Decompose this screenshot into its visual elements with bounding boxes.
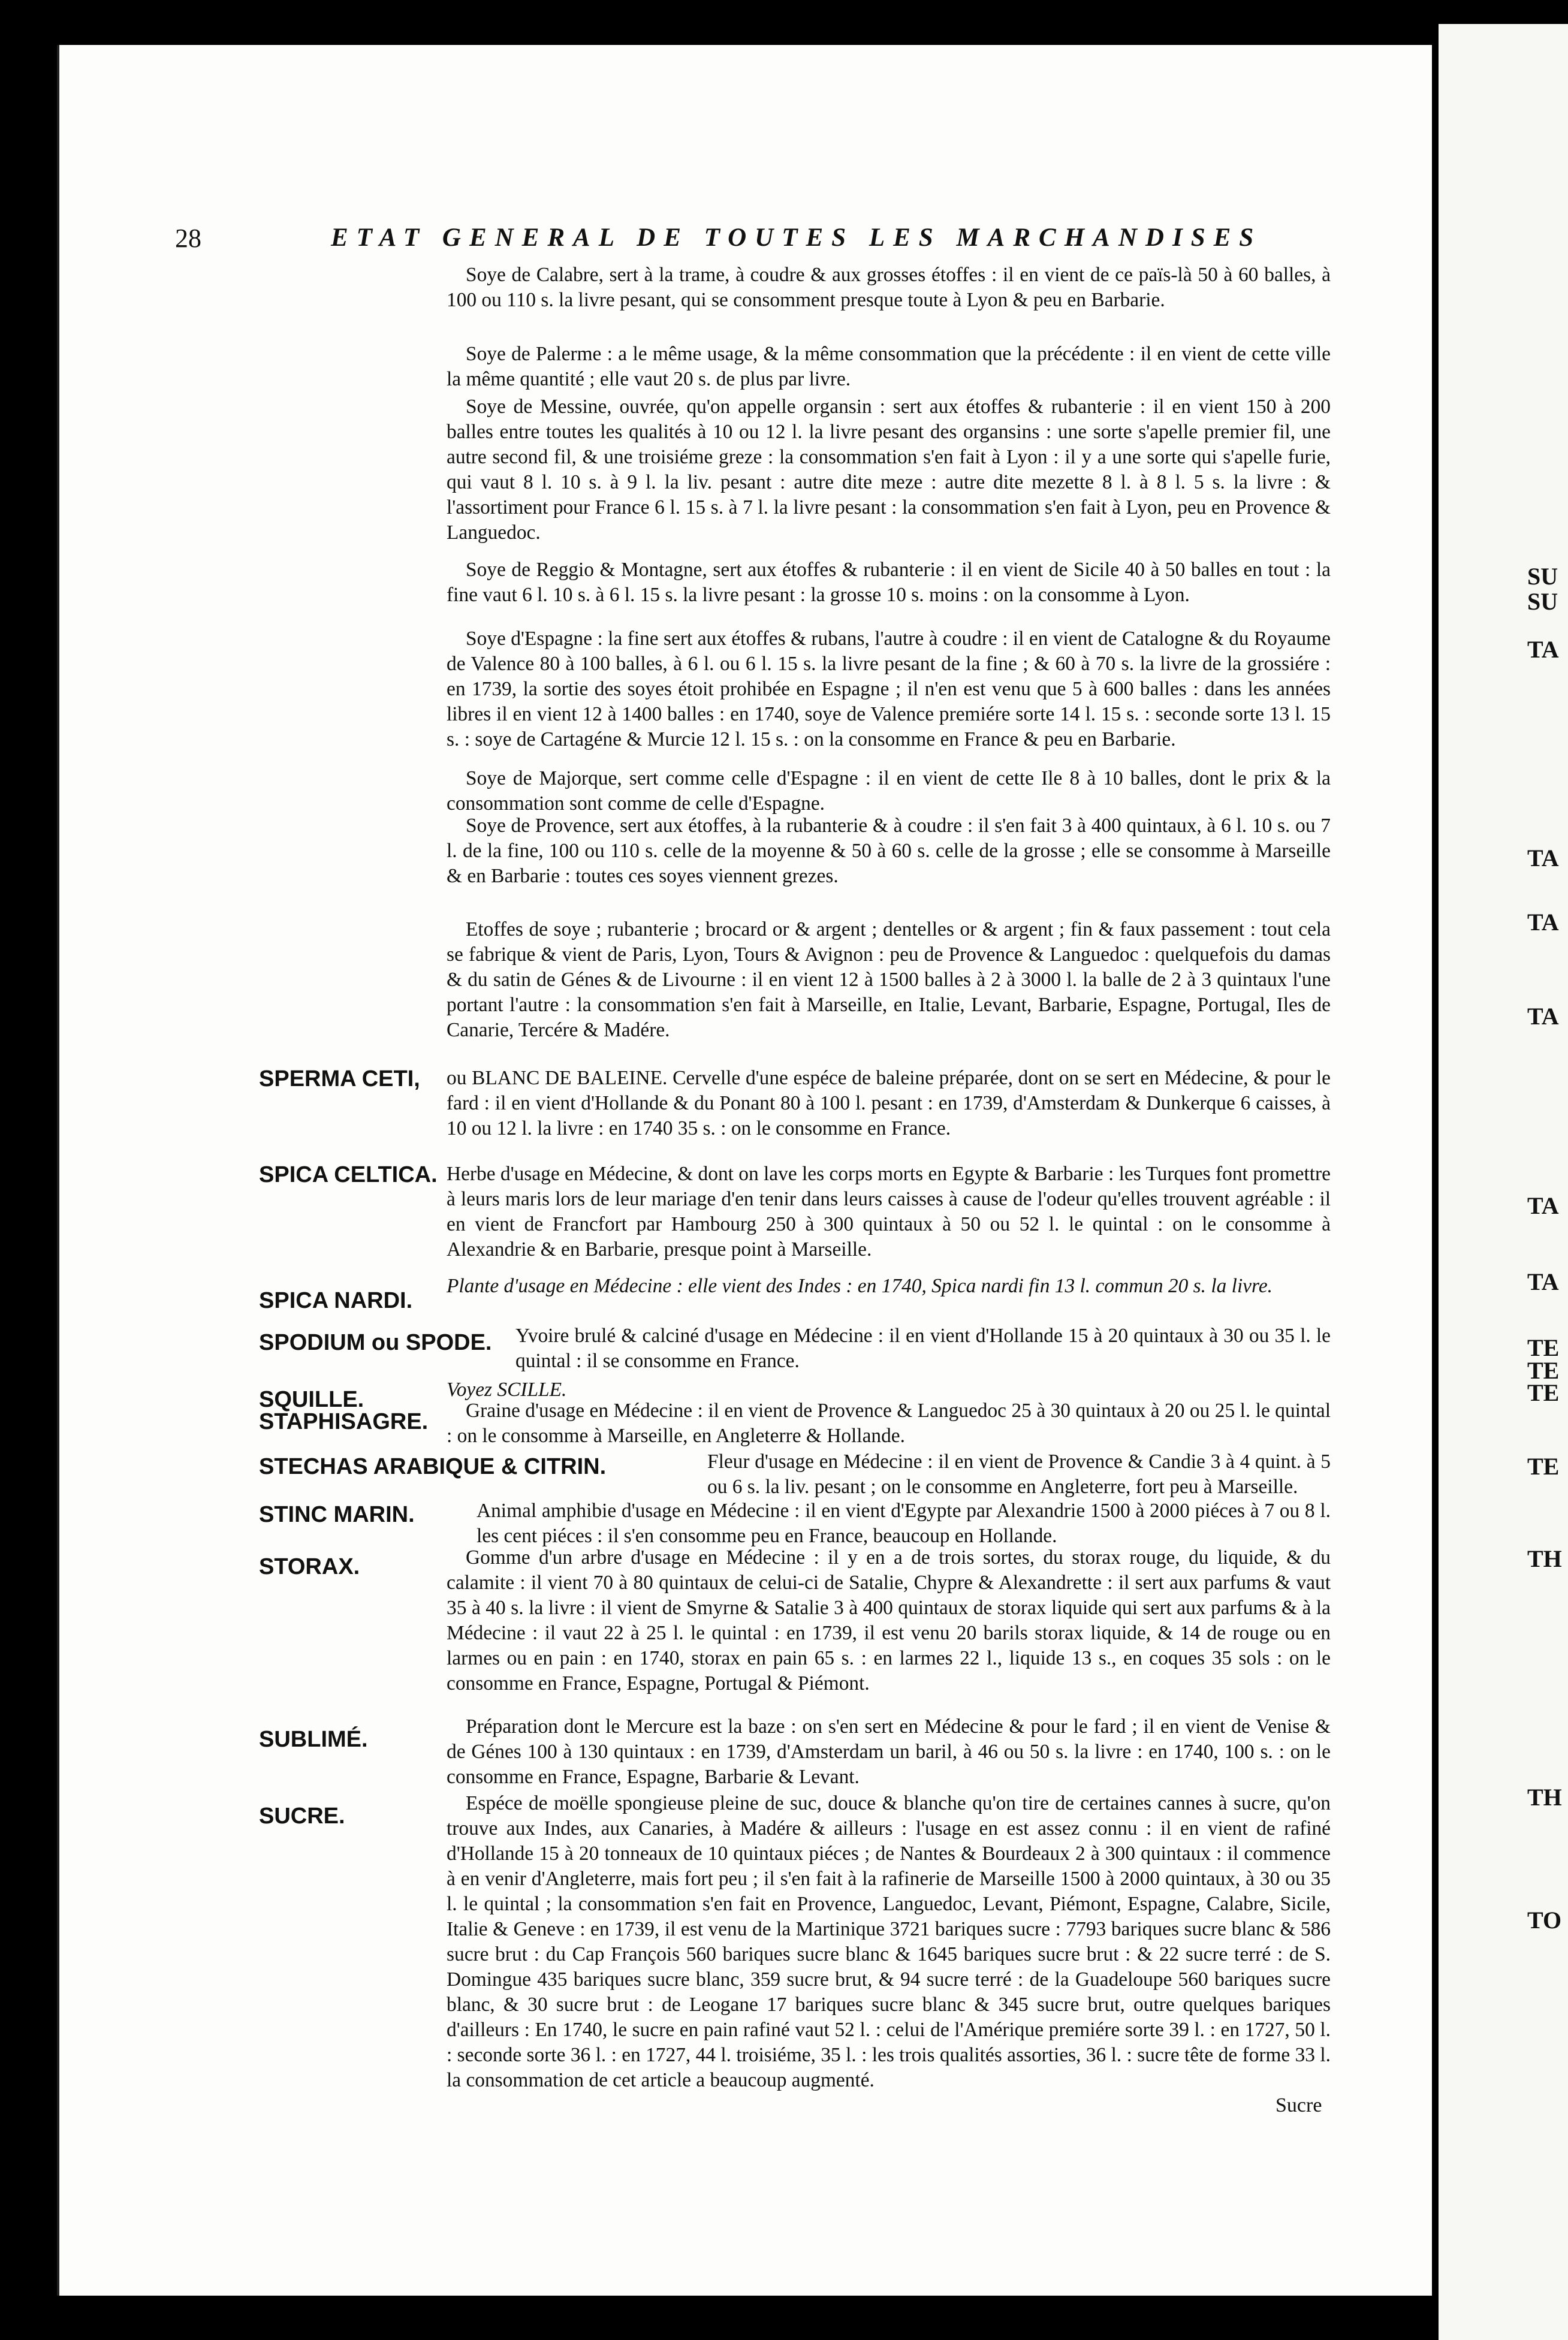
facing-page-text: TE: [1527, 1357, 1560, 1384]
entry-text: Etoffes de soye ; rubanterie ; brocard or & argent ; dentelles or & argent ; fin & faux passement : tout cela se fabrique & vient de Paris, Lyon, Tours & Avignon : peu de Provence & Languedoc : quelquefois du damas & du satin de Génes & de Livourne : il en vient 12 à 1500 balles à 2 à 3000 l. la balle de 2 à 3 quintaux l'une portant l'autre : la consommation s'en fait à Marseille, en Italie, Levant, Barbarie, Espagne, Portugal, Iles de Canarie, Tercére & Madére.: [447, 918, 1331, 1041]
entry-text: Soye de Calabre, sert à la trame, à coudre & aux grosses étoffes : il en vient de ce païs-là 50 à 60 balles, à 100 ou 110 s. la livre pesant, qui se consomment presque toute à Lyon & peu en Barbarie.: [447, 264, 1331, 311]
entry-text: Animal amphibie d'usage en Médecine : il en vient d'Egypte par Alexandrie 1500 à 2000 piéces à 7 ou 8 l. les cent piéces : il s'en consomme peu en France, beaucoup en Hollande.: [477, 1500, 1331, 1547]
entry-headword: SPICA CELTICA.: [259, 1162, 438, 1187]
facing-page-text: SU: [1527, 588, 1558, 615]
entry-text: Voyez SCILLE.: [447, 1379, 567, 1401]
facing-page-text: TA: [1527, 1268, 1559, 1295]
facing-page-text: SU: [1527, 563, 1558, 590]
entry-text: Graine d'usage en Médecine : il en vient de Provence & Languedoc 25 à 30 quintaux à 20 ou 25 l. le quintal : on le consomme à Marseille, en Angleterre & Hollande.: [447, 1400, 1331, 1447]
entry-text: Soye de Reggio & Montagne, sert aux étoffes & rubanterie : il en vient de Sicile 40 à 50 balles en tout : la fine vaut 6 l. 10 s. à 6 l. 15 s. la livre pesant : la grosse 10 s. moins : on la consomme à Lyon.: [447, 559, 1331, 606]
entry-headword: SUCRE.: [259, 1804, 345, 1829]
entry-text: Soye de Majorque, sert comme celle d'Espagne : il en vient de cette Ile 8 à 10 balles, dont le prix & la consommation sont comme de celle d'Espagne.: [447, 767, 1331, 815]
entry-text: ou BLANC DE BALEINE. Cervelle d'une espéce de baleine préparée, dont on se sert en Médecine, & pour le fard : il en vient d'Hollande & du Ponant 80 à 100 l. pesant : en 1739, d'Amsterdam & Dunkerque 6 caisses, à 10 ou 12 l. la livre : en 1740 35 s. : on le consomme en France.: [447, 1067, 1331, 1139]
entry-text: Soye de Messine, ouvrée, qu'on appelle organsin : sert aux étoffes & rubanterie : il en vient 150 à 200 balles entre toutes les qualités à 10 ou 12 l. la livre pesant des organsins : une sorte s'apelle premier fil, une autre second fil, & une troisiéme greze : la consommation s'en fait à Lyon : il y a une sorte qui s'apelle furie, qui vaut 8 l. 10 s. à 9 l. la liv. pesant : autre dite meze : autre dite mezette 8 l. à 8 l. 5 s. la livre : & l'assortiment pour France 6 l. 15 s. à 7 l. la livre pesant : la consommation s'en fait à Lyon, peu en Provence & Languedoc.: [447, 396, 1331, 544]
facing-page-text: TA: [1527, 845, 1559, 872]
entry-headword: SPICA NARDI.: [259, 1288, 413, 1313]
entry-headword: SPODIUM ou SPODE.: [259, 1330, 492, 1355]
entry-headword: STORAX.: [259, 1554, 360, 1579]
facing-page-text: TE: [1527, 1334, 1560, 1361]
entry-headword: SQUILLE.: [259, 1387, 364, 1412]
facing-page-text: TH: [1527, 1784, 1562, 1811]
entry-headword: STAPHISAGRE.: [259, 1409, 429, 1434]
entry-text: Yvoire brulé & calciné d'usage en Médecine : il en vient d'Hollande 15 à 20 quintaux à 30 ou 35 l. le quintal : il se consomme en France.: [515, 1325, 1331, 1372]
entry-headword: STECHAS ARABIQUE & CITRIN.: [259, 1454, 607, 1479]
entry-text: Espéce de moëlle spongieuse pleine de suc, douce & blanche qu'on tire de certaines cannes à sucre, qu'on trouve aux Indes, aux Canaries, à Madére & ailleurs : l'usage en est assez connu : il en vient de rafiné d'Hollande 15 à 20 tonneaux de 10 quintaux piéces ; de Nantes & Bourdeaux 2 à 300 quintaux : il commence à en venir d'Angleterre, mais fort peu ; il s'en fait à la rafinerie de Marseille 1500 à 2000 quintaux, à 30 ou 35 l. le quintal ; la consommation s'en fait en Provence, Languedoc, Levant, Piémont, Espagne, Calabre, Sicile, Italie & Geneve : en 1739, il est venu de la Martinique 3721 bariques sucre : 7793 bariques sucre blanc & 586 sucre brut : du Cap François 560 bariques sucre blanc & 1645 bariques sucre brut : & 22 sucre terré : de S. Domingue 435 bariques sucre blanc, 359 sucre brut, & 94 sucre terré : de la Guadeloupe 560 bariques sucre blanc, & 30 sucre brut : de Leogane 17 bariques sucre blanc & 345 sucre brut, outre quelques bariques d'ailleurs : En 1740, le sucre en pain rafiné vaut 52 l. : celui de l'Amérique premiére sorte 39 l. : en 1727, 50 l. : seconde sorte 36 l. : en 1727, 44 l. troisiéme, 35 l. : les trois qualités assorties, 36 l. : sucre tête de forme 33 l. la consommation de cet article a beaucoup augmenté.: [447, 1792, 1331, 2091]
facing-page-text: TA: [1527, 1192, 1559, 1219]
entry-headword: SPERMA CETI,: [259, 1066, 420, 1091]
page-number: 28: [175, 224, 201, 253]
entry-text: Soye de Provence, sert aux étoffes, à la rubanterie & à coudre : il s'en fait 3 à 400 quintaux, à 6 l. 10 s. ou 7 l. de la fine, 100 ou 110 s. celle de la moyenne & 50 à 60 s. celle de la grosse ; elle se consomme à Marseille & en Barbarie : toutes ces soyes viennent grezes.: [447, 815, 1331, 887]
entry-text: Soye d'Espagne : la fine sert aux étoffes & rubans, l'autre à coudre : il en vient de Catalogne & du Royaume de Valence 80 à 100 balles, à 6 l. ou 6 l. 15 s. la livre pesant de la fine ; & 60 à 70 s. la livre de la grossiére : en 1739, la sortie des soyes étoit prohibée en Espagne ; il n'en est venu que 5 à 600 balles : dans les années libres il en vient 12 à 1400 balles : en 1740, soye de Valence premiére sorte 14 l. 15 s. : seconde sorte 13 l. 15 s. : soye de Cartagéne & Murcie 12 l. 15 s. : on la consomme en France & peu en Barbarie.: [447, 628, 1331, 750]
facing-page-text: TE: [1527, 1379, 1560, 1406]
running-title: ETAT GENERAL DE TOUTES LES MARCHANDISES: [331, 224, 1262, 252]
entry-headword: SUBLIMÉ.: [259, 1727, 368, 1752]
entry-text: Herbe d'usage en Médecine, & dont on lave les corps morts en Egypte & Barbarie : les Turques font promettre à leurs maris lors de leur mariage d'en tenir dans leurs caisses à cause de l'odeur qu'elles trouvent agréable : il en vient de Francfort par Hambourg 250 à 300 quintaux à 50 ou 52 l. le quintal : on le consomme à Alexandrie & en Barbarie, presque point à Marseille.: [447, 1163, 1331, 1261]
facing-page-text: TA: [1527, 909, 1559, 936]
entry-text: Gomme d'un arbre d'usage en Médecine : il y en a de trois sortes, du storax rouge, du liquide, & du calamite : il vient 70 à 80 quintaux de celui-ci de Satalie, Chypre & Alexandrette : il sert aux parfums & vaut 35 à 40 s. la livre : il vient de Smyrne & Satalie 3 à 400 quintaux de storax liquide qui sert aux parfums & à la Médecine : il vaut 22 à 25 l. le quintal : en 1739, il est venu 20 barils storax liquide, & 14 de rouge ou en larmes ou en pain : en 1740, storax en pain 65 s. : en larmes 22 l., liquide 13 s., en coques 35 sols : on le consomme en France, Espagne, Portugal & Piémont.: [447, 1546, 1331, 1694]
catch-word: Sucre: [1275, 2094, 1322, 2116]
entry-text: Soye de Palerme : a le même usage, & la même consommation que la précédente : il en vient de cette ville la même quantité ; elle vaut 20 s. de plus par livre.: [447, 343, 1331, 390]
facing-page-text: TA: [1527, 636, 1559, 663]
facing-page-text: TA: [1527, 1003, 1559, 1030]
facing-page-text: TO: [1527, 1907, 1562, 1934]
entry-text: Plante d'usage en Médecine : elle vient des Indes : en 1740, Spica nardi fin 13 l. commun 20 s. la livre.: [447, 1275, 1273, 1297]
facing-page-text: TE: [1527, 1453, 1560, 1480]
entry-text: Préparation dont le Mercure est la baze : on s'en sert en Médecine & pour le fard ; il en vient de Venise & de Génes 100 à 130 quintaux : en 1739, d'Amsterdam un baril, à 46 ou 50 s. la livre : en 1740, 100 s. : on le consomme en France, Espagne, Barbarie & Levant.: [447, 1715, 1331, 1788]
entry-headword: STINC MARIN.: [259, 1502, 415, 1527]
facing-page-text: TH: [1527, 1545, 1562, 1572]
entry-text: Fleur d'usage en Médecine : il en vient de Provence & Candie 3 à 4 quint. à 5 ou 6 s. la liv. pesant ; on le consomme en Angleterre, fort peu à Marseille.: [707, 1451, 1331, 1498]
